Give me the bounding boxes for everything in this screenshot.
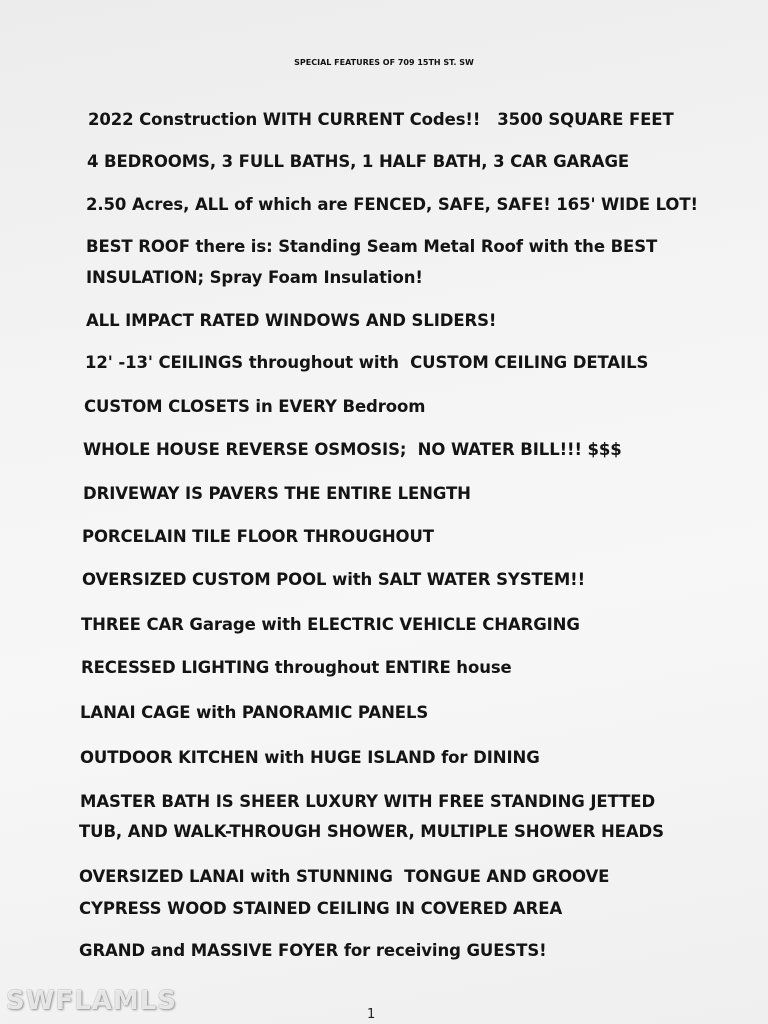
feature-line: 12' -13' CEILINGS throughout with CUSTOM CEILING DETAILS (85, 353, 649, 372)
feature-line: PORCELAIN TILE FLOOR THROUGHOUT (82, 527, 434, 546)
feature-line: LANAI CAGE with PANORAMIC PANELS (80, 703, 429, 722)
feature-line: DRIVEWAY IS PAVERS THE ENTIRE LENGTH (83, 484, 471, 503)
feature-line: WHOLE HOUSE REVERSE OSMOSIS; NO WATER BILL!!! $$$ (83, 440, 622, 459)
feature-line: OVERSIZED LANAI with STUNNING TONGUE AND GROOVE (79, 867, 610, 886)
feature-line: BEST ROOF there is: Standing Seam Metal Roof with the BEST (86, 237, 658, 256)
feature-line: CYPRESS WOOD STAINED CEILING IN COVERED AREA (79, 899, 563, 918)
feature-line: INSULATION; Spray Foam Insulation! (86, 268, 423, 287)
feature-line: TUB, AND WALK-THROUGH SHOWER, MULTIPLE SHOWER HEADS (79, 822, 664, 841)
feature-line: 2022 Construction WITH CURRENT Codes!! 3500 SQUARE FEET (88, 110, 674, 129)
page-number: 1 (367, 1007, 376, 1022)
feature-line: MASTER BATH IS SHEER LUXURY WITH FREE STANDING JETTED (80, 792, 656, 811)
feature-line: OVERSIZED CUSTOM POOL with SALT WATER SYSTEM!! (82, 570, 586, 589)
feature-line: ALL IMPACT RATED WINDOWS AND SLIDERS! (86, 311, 497, 330)
watermark-logo: SWFLAMLS (6, 986, 178, 1016)
feature-line: GRAND and MASSIVE FOYER for receiving GUESTS! (79, 941, 547, 960)
feature-line: CUSTOM CLOSETS in EVERY Bedroom (84, 397, 426, 416)
feature-line: THREE CAR Garage with ELECTRIC VEHICLE CHARGING (81, 615, 580, 634)
feature-line: RECESSED LIGHTING throughout ENTIRE house (81, 658, 512, 677)
feature-line: 2.50 Acres, ALL of which are FENCED, SAFE, SAFE! 165' WIDE LOT! (86, 195, 698, 214)
document-title: SPECIAL FEATURES OF 709 15TH ST. SW (294, 58, 474, 67)
feature-line: OUTDOOR KITCHEN with HUGE ISLAND for DINING (80, 748, 540, 767)
feature-line: 4 BEDROOMS, 3 FULL BATHS, 1 HALF BATH, 3 CAR GARAGE (87, 152, 630, 171)
